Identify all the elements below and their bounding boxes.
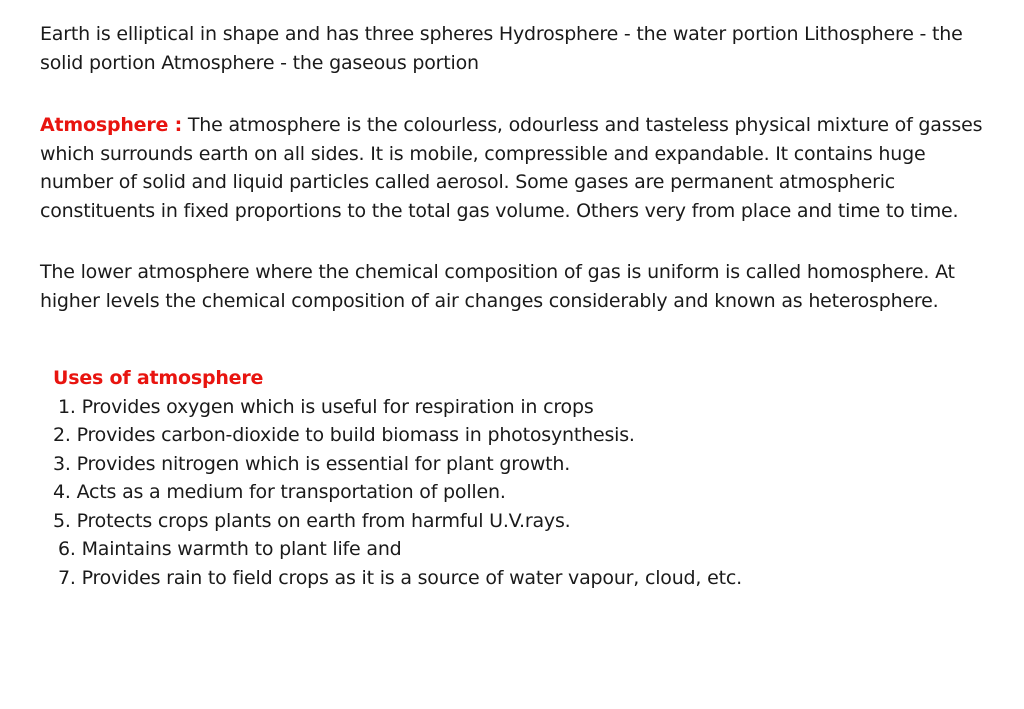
intro-text: Earth is elliptical in shape and has three spheres Hydrosphere - the water portion Lithosphere - the solid portion Atmosphere - the gaseous portion <box>40 23 963 74</box>
homosphere-paragraph <box>40 258 990 315</box>
list-item: 1. Provides oxygen which is useful for respiration in crops <box>58 395 594 418</box>
atmosphere-text: The atmosphere is the colourless, odourless and tasteless physical mixture of gasses which surrounds earth on all sides. It is mobile, compressible and expandable. It contains huge number of solid and liquid particles called aerosol. Some gases are permanent atmospheric constituents in fixed proportions to the total gas volume. Others very from place and time to time. <box>40 114 983 222</box>
list-item: 3. Provides nitrogen which is essential for plant growth. <box>53 452 571 475</box>
list-item: 4. Acts as a medium for transportation of pollen. <box>53 481 506 503</box>
homosphere-text: The lower atmosphere where the chemical composition of gas is uniform is called homosphere. At higher levels the chemical composition of air changes considerably and known as heterosphere. <box>40 261 955 312</box>
uses-section <box>53 364 983 592</box>
atmosphere-paragraph <box>40 111 990 225</box>
list-item: 5. Protects crops plants on earth from harmful U.V.rays. <box>53 509 571 532</box>
list-item: 2. Provides carbon-dioxide to build biomass in photosynthesis. <box>53 424 635 446</box>
list-item: 6. Maintains warmth to plant life and <box>58 538 402 560</box>
list-item: 7. Provides rain to field crops as it is a source of water vapour, cloud, etc. <box>58 566 742 589</box>
intro-paragraph <box>40 20 990 77</box>
uses-heading: Uses of atmosphere <box>53 367 264 389</box>
uses-list <box>53 393 983 593</box>
atmosphere-label: Atmosphere : <box>40 114 183 136</box>
